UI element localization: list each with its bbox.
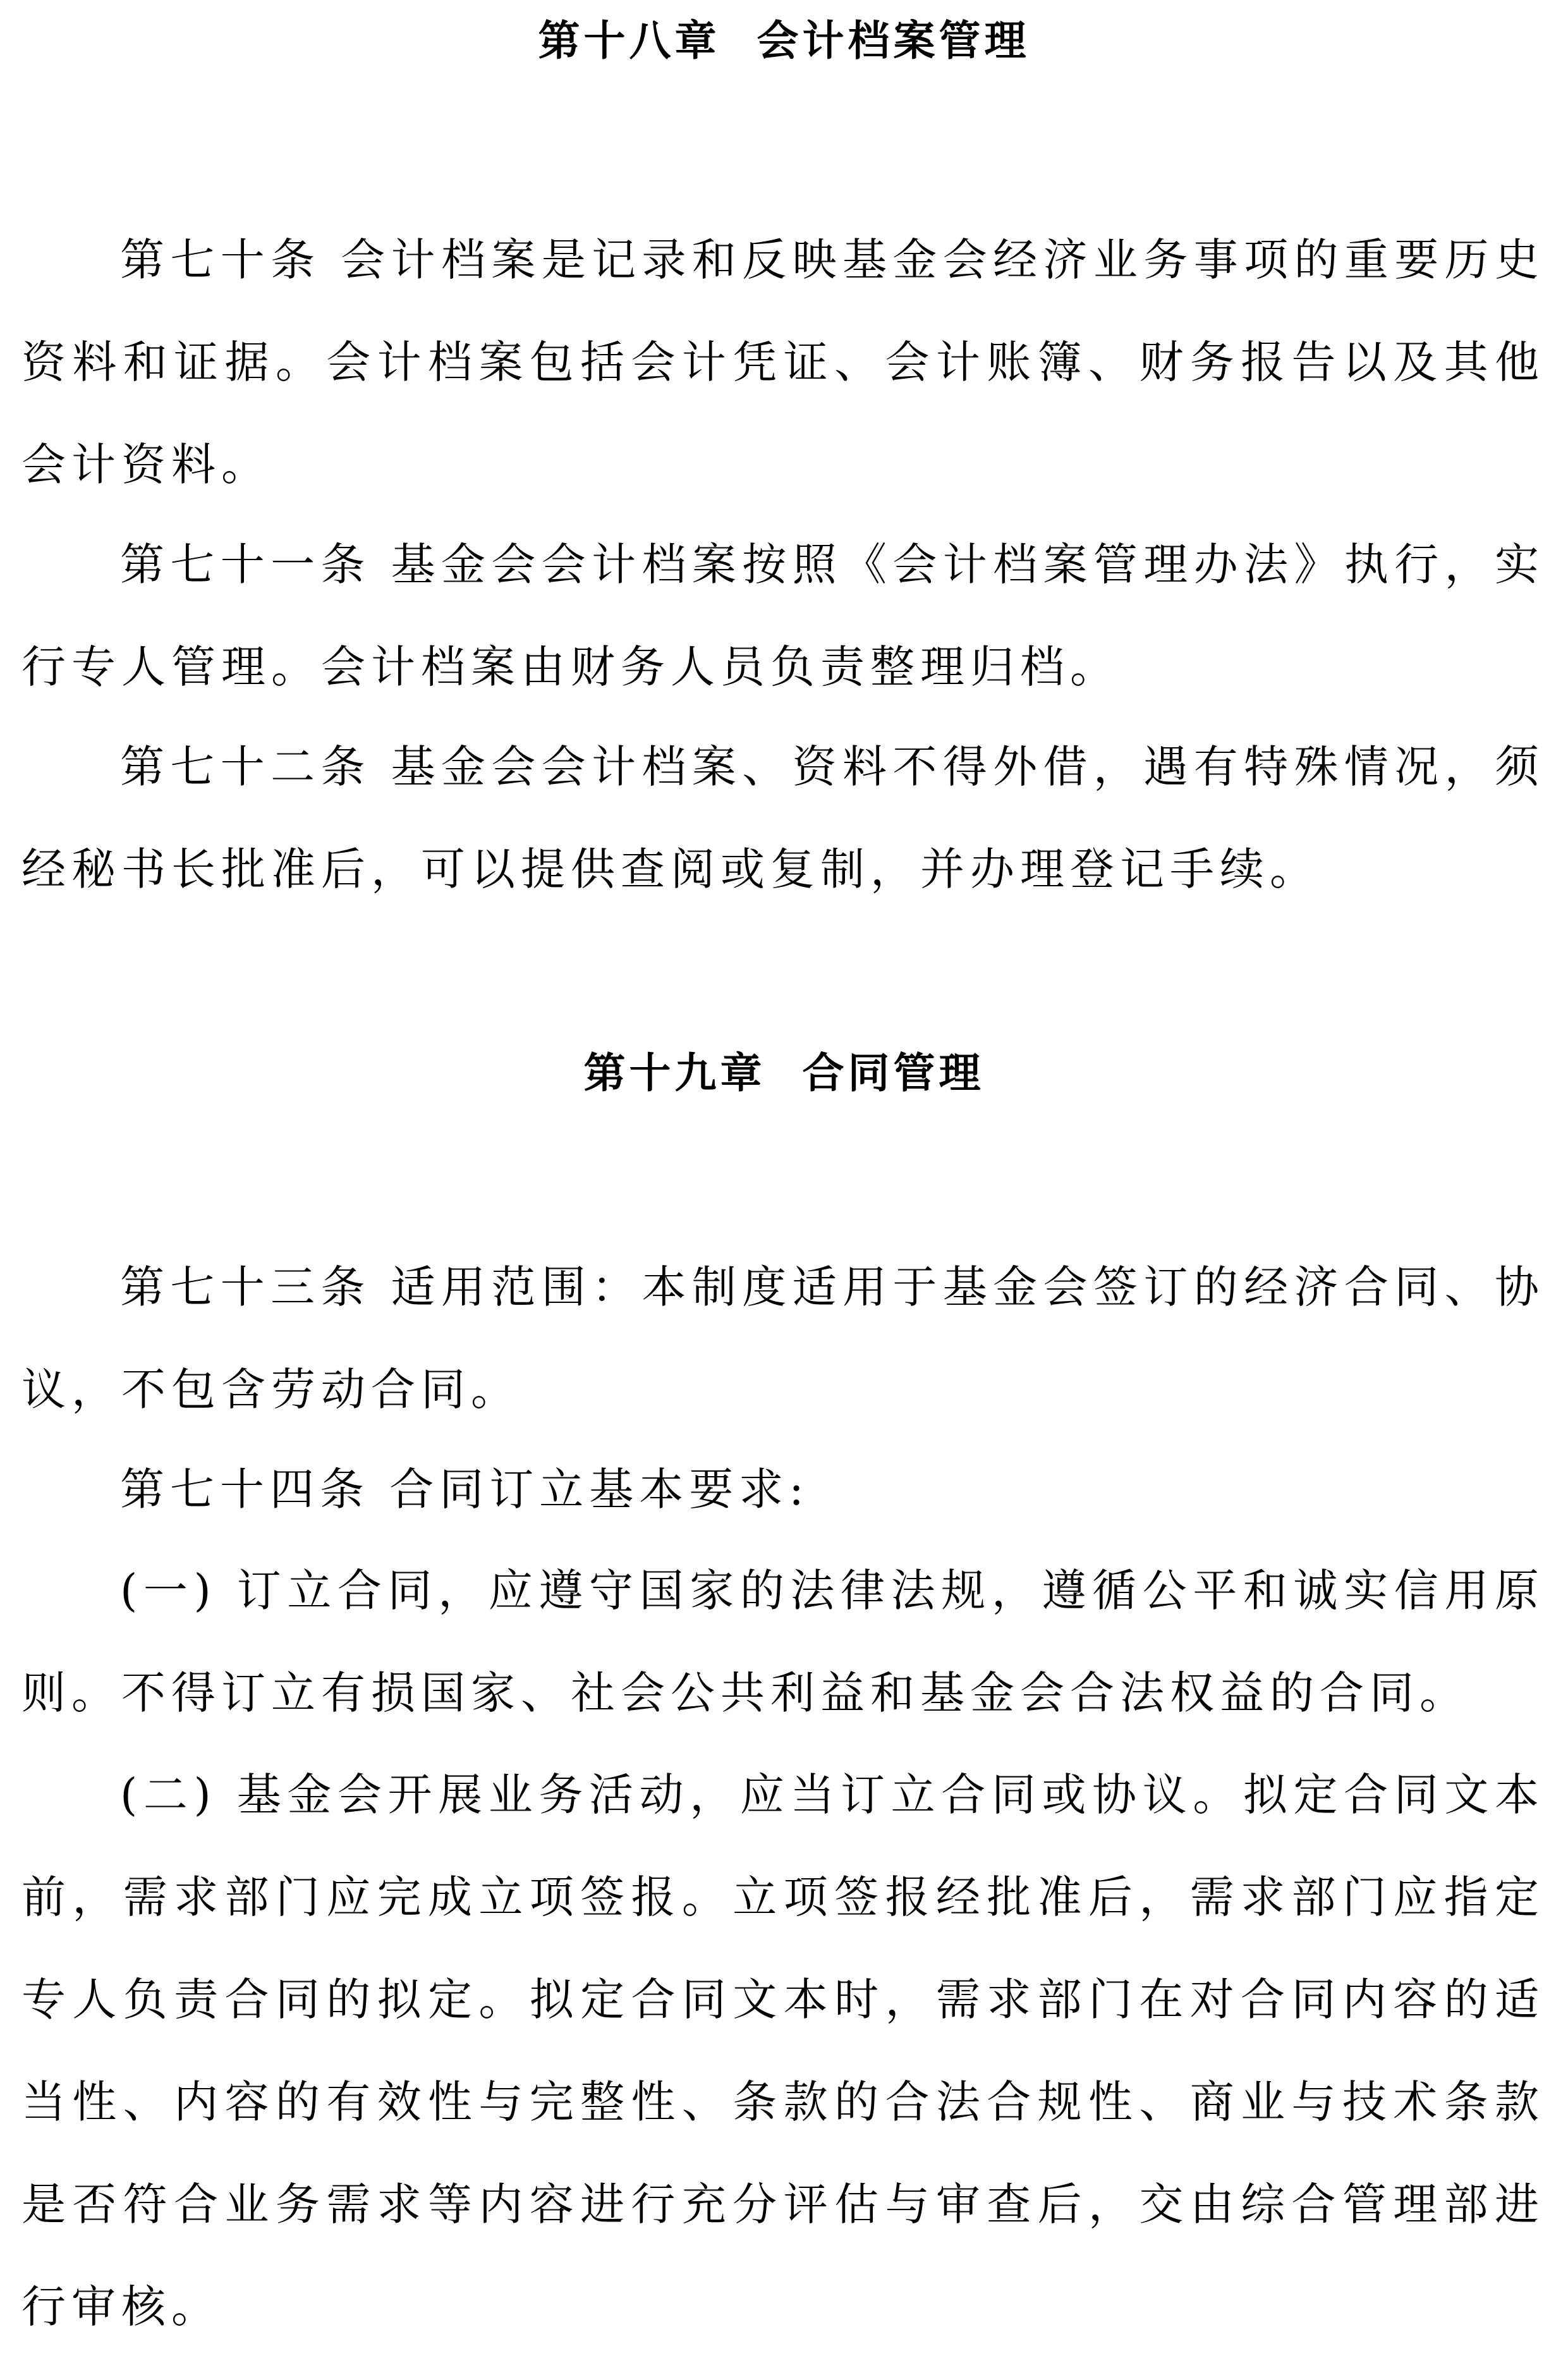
article-70-paragraph: 第七十条 会计档案是记录和反映基金会经济业务事项的重要历史资料和证据。会计档案包括会计凭证、会计账簿、财务报告以及其他会计资料。: [21, 234, 1545, 491]
article-72-paragraph: 第七十二条 基金会会计档案、资料不得外借，遇有特殊情况，须经秘书长批准后，可以提供查阅或复制，并办理登记手续。: [21, 741, 1545, 895]
article-71-paragraph: 第七十一条 基金会会计档案按照《会计档案管理办法》执行，实行专人管理。会计档案由财务人员负责整理归档。: [21, 539, 1545, 693]
chapter-18-title: 第十八章 会计档案管理: [538, 16, 1030, 65]
clause-1-paragraph: (一) 订立合同，应遵守国家的法律法规，遵循公平和诚实信用原则。不得订立有损国家、社会公共利益和基金会合法权益的合同。: [21, 1565, 1545, 1719]
article-73-paragraph: 第七十三条 适用范围：本制度适用于基金会签订的经济合同、协议，不包含劳动合同。: [21, 1261, 1545, 1415]
chapter-19-title: 第十九章 合同管理: [583, 1049, 985, 1097]
article-74-paragraph: 第七十四条 合同订立基本要求:: [120, 1463, 810, 1515]
clause-2-paragraph: (二) 基金会开展业务活动，应当订立合同或协议。拟定合同文本前，需求部门应完成立项签报。立项签报经批准后，需求部门应指定专人负责合同的拟定。拟定合同文本时，需求部门在对合同内容的适当性、内容的有效性与完整性、条款的合法合规性、商业与技术条款是否符合业务需求等内容进行充分评估与审查后，交由综合管理部进行审核。: [21, 1769, 1545, 2333]
